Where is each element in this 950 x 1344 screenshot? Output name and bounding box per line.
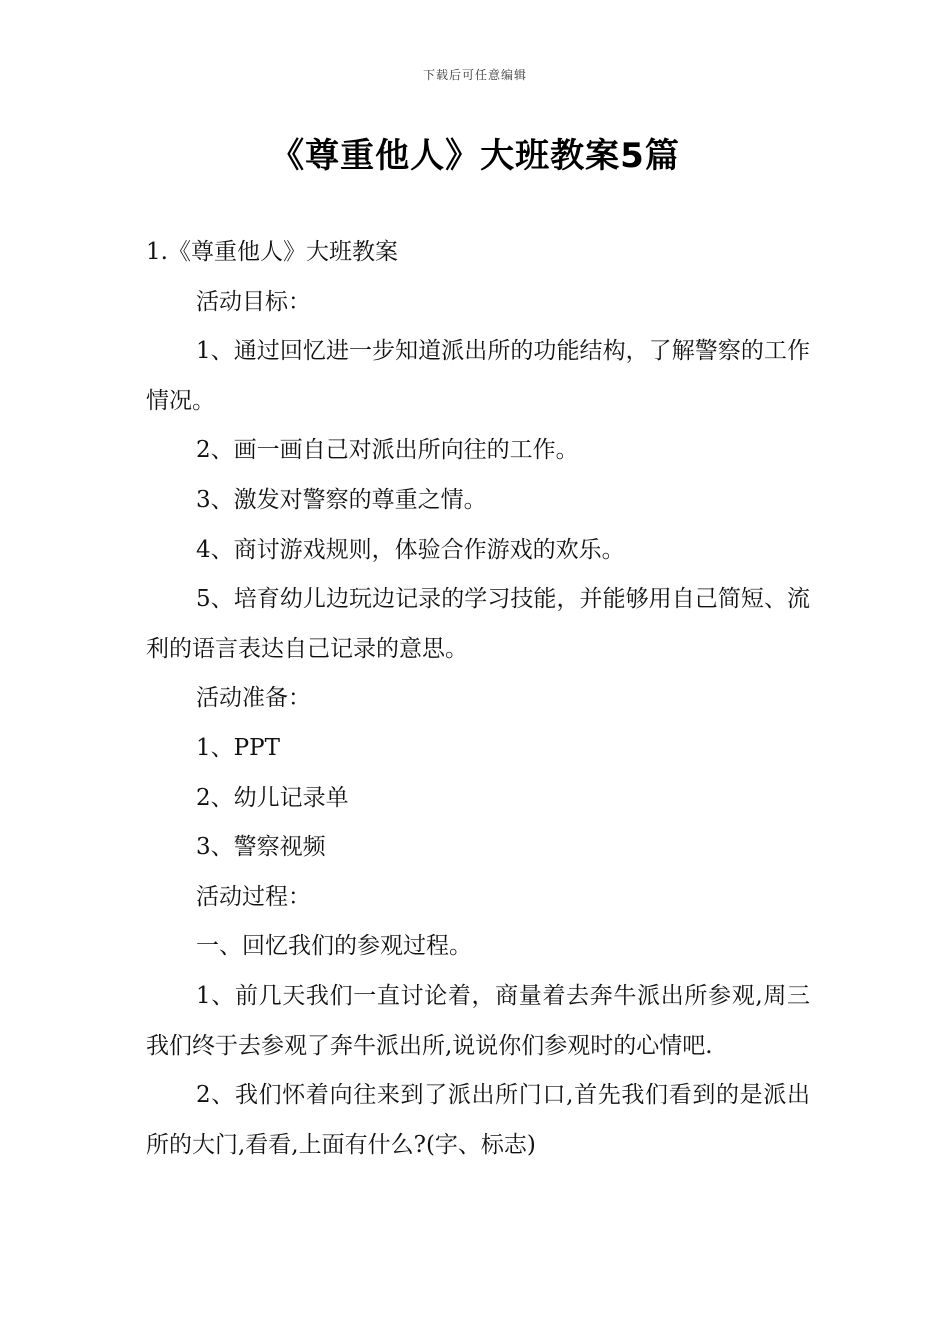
paragraph: 3、警察视频	[196, 834, 326, 861]
paragraph: 活动目标：	[196, 288, 311, 315]
paragraph: 5、培育幼儿边玩边记录的学习技能，并能够用自己简短、流利的语言表达自己记录的意思。	[146, 586, 810, 662]
document-title: 《尊重他人》大班教案5篇	[270, 136, 680, 176]
paragraph: 4、商讨游戏规则，体验合作游戏的欢乐。	[196, 536, 625, 563]
paragraph: 2、我们怀着向往来到了派出所门口,首先我们看到的是派出所的大门,看看,上面有什么?(字、标志)	[146, 1082, 810, 1158]
paragraph: 活动过程：	[196, 883, 311, 910]
section-heading: 1.《尊重他人》大班教案	[146, 239, 398, 265]
paragraph: 1、前几天我们一直讨论着，商量着去奔牛派出所参观,周三我们终于去参观了奔牛派出所,说说你们参观时的心情吧.	[146, 982, 810, 1059]
paragraph: 3、激发对警察的尊重之情。	[196, 486, 487, 513]
paragraph: 一、回忆我们的参观过程。	[196, 933, 472, 960]
paragraph: 1、通过回忆进一步知道派出所的功能结构，了解警察的工作情况。	[146, 338, 810, 414]
paragraph: 2、画一画自己对派出所向往的工作。	[196, 437, 579, 464]
paragraph: 1、PPT	[196, 734, 280, 761]
paragraph: 活动准备：	[196, 685, 311, 712]
paragraph: 2、幼儿记录单	[196, 784, 349, 811]
header-note: 下载后可任意编辑	[422, 68, 527, 82]
document-body	[146, 228, 810, 1170]
